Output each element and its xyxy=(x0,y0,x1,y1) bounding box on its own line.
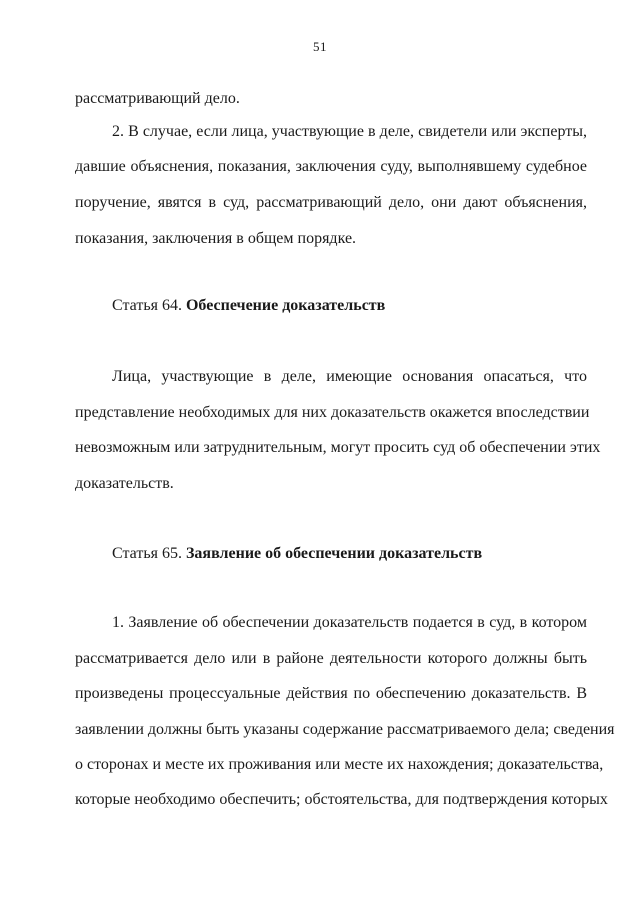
text-line: рассматривающий дело. xyxy=(75,90,240,107)
text-line: которые необходимо обеспечить; обстоятельства, для подтверждения которых xyxy=(75,791,608,808)
text-line: произведены процессуальные действия по обеспечению доказательств. В xyxy=(75,685,587,702)
page-number: 51 xyxy=(313,39,327,54)
text-line: 1. Заявление об обеспечении доказательств подается в суд, в котором xyxy=(112,614,587,631)
text-line: представление необходимых для них доказательств окажется впоследствии xyxy=(75,404,590,421)
text-line: Лица, участвующие в деле, имеющие основания опасаться, что xyxy=(112,368,587,385)
text-line: поручение, явятся в суд, рассматривающий дело, они дают объяснения, xyxy=(75,194,587,211)
text-line: невозможным или затруднительным, могут просить суд об обеспечении этих xyxy=(75,439,601,456)
text-line: рассматривается дело или в районе деятельности которого должны быть xyxy=(75,650,587,667)
article-65-title: Заявление об обеспечении доказательств xyxy=(185,545,483,562)
text-line: 2. В случае, если лица, участвующие в деле, свидетели или эксперты, xyxy=(112,123,587,140)
text-line: показания, заключения в общем порядке. xyxy=(75,230,357,247)
article-64-title: Обеспечение доказательств xyxy=(185,297,386,314)
text-line: доказательств. xyxy=(75,475,174,492)
article-65-label: Статья 65. xyxy=(112,545,186,562)
article-65-heading xyxy=(112,544,587,564)
text-line: давшие объяснения, показания, заключения суду, выполнявшему судебное xyxy=(75,158,587,175)
text-line: заявлении должны быть указаны содержание рассматриваемого дела; сведения xyxy=(75,721,615,738)
article-64-heading xyxy=(112,296,587,316)
text-line: о сторонах и месте их проживания или месте их нахождения; доказательства, xyxy=(75,756,604,773)
article-64-label: Статья 64. xyxy=(112,297,186,314)
